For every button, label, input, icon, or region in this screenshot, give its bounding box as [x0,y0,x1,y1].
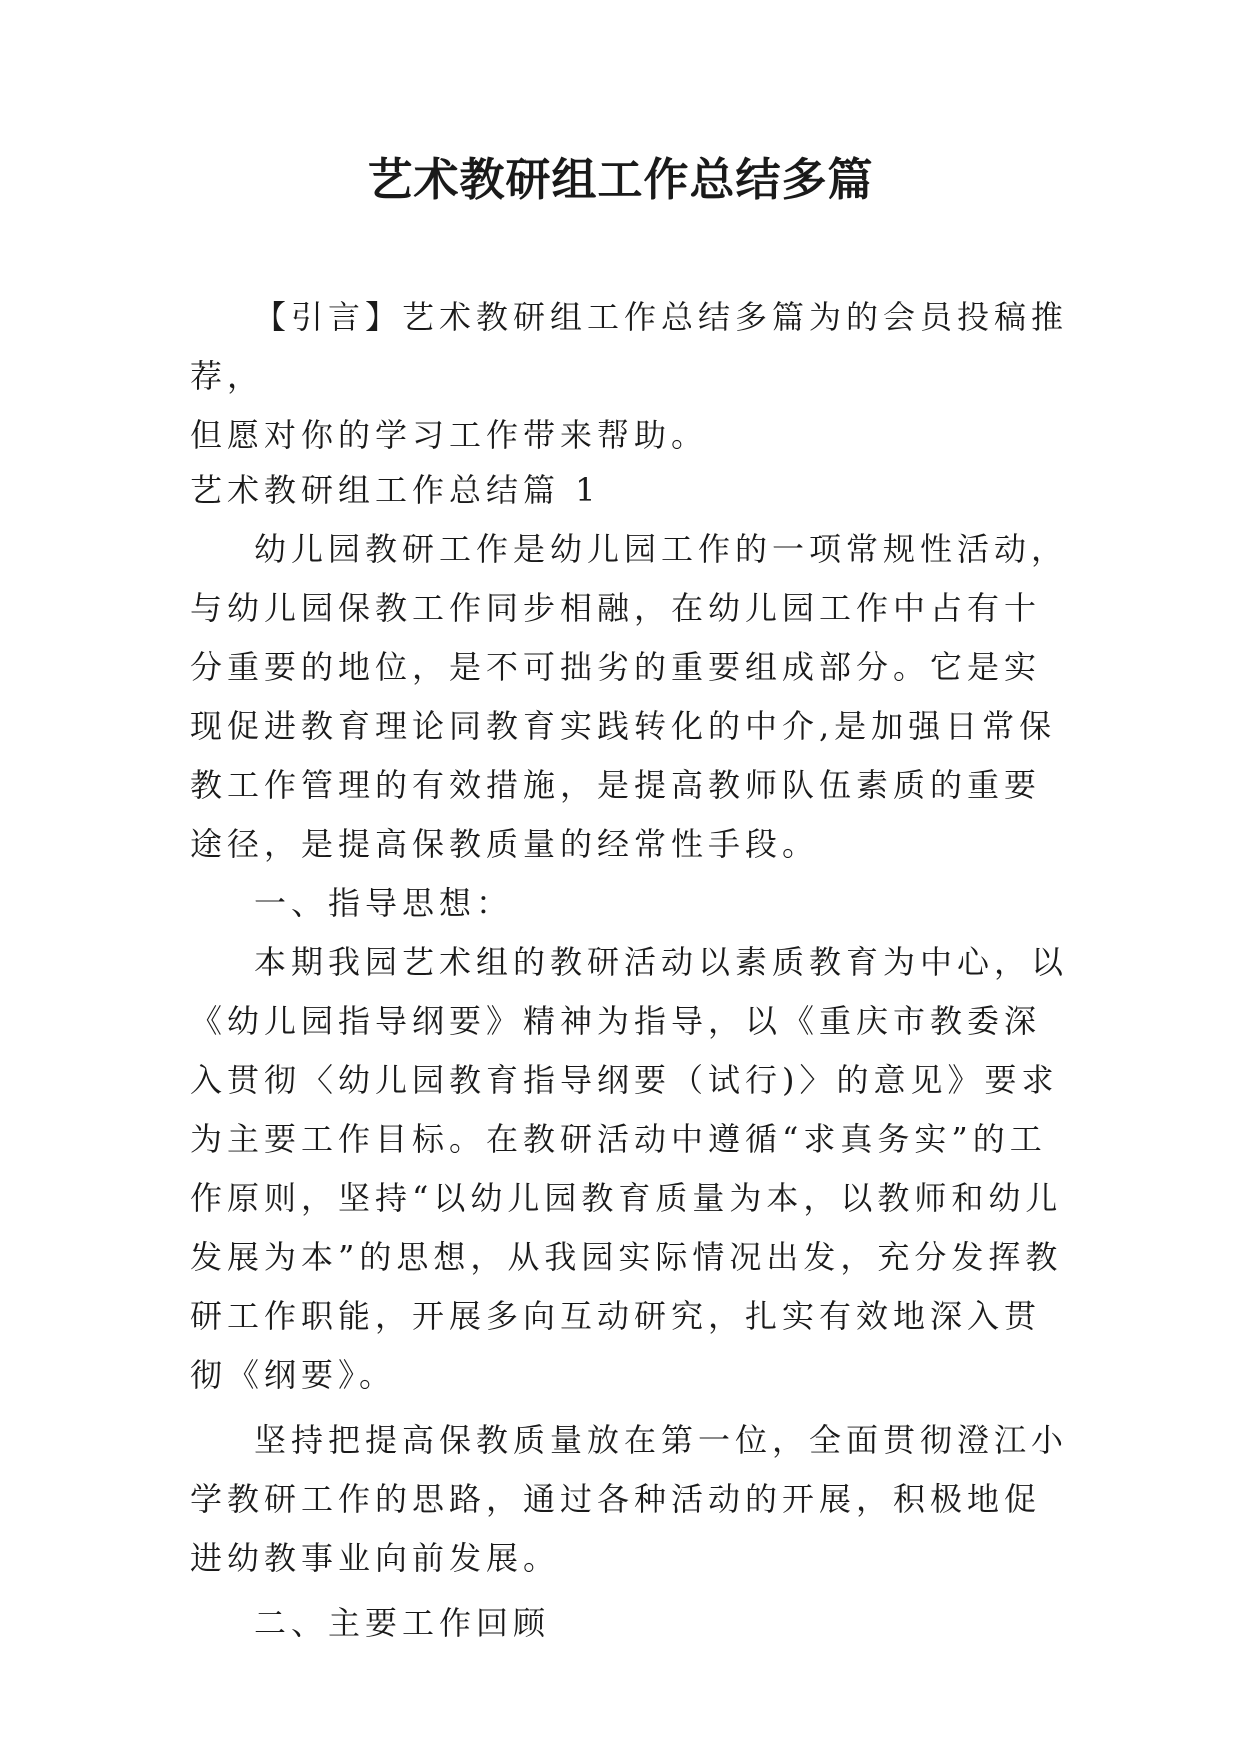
document-title: 艺术教研组工作总结多篇 [367,153,874,206]
intro-block [190,288,1070,465]
intro-line-1: 【引言】艺术教研组工作总结多篇为的会员投稿推荐， [190,298,1069,395]
subheading-guiding-thought: 一、指导思想： [254,884,514,922]
paragraph-2: 本期我园艺术组的教研活动以素质教育为中心，以《幼儿园指导纲要》精神为指导，以《重庆市教委深入贯彻〈幼儿园教育指导纲要（试行)〉的意见》要求为主要工作目标。在教研活动中遵循“求真务实”的工作原则，坚持“以幼儿园教育质量为本，以教师和幼儿发展为本”的思想，从我园实际情况出发，充分发挥教研工作职能，开展多向互动研究，扎实有效地深入贯彻《纲要》。 [190,943,1069,1394]
paragraph-3: 坚持把提高保教质量放在第一位，全面贯彻澄江小学教研工作的思路，通过各种活动的开展，积极地促进幼教事业向前发展。 [190,1421,1069,1577]
intro-line-2: 但愿对你的学习工作带来帮助。 [190,416,709,454]
section-heading: 艺术教研组工作总结篇 1 [190,471,601,509]
subheading-work-review: 二、主要工作回顾 [254,1604,551,1642]
main-content [190,461,1070,1653]
paragraph-1: 幼儿园教研工作是幼儿园工作的一项常规性活动，与幼儿园保教工作同步相融，在幼儿园工作中占有十分重要的地位，是不可拙劣的重要组成部分。它是实现促进教育理论同教育实践转化的中介,是加强日常保教工作管理的有效措施，是提高教师队伍素质的重要途径，是提高保教质量的经常性手段。 [190,530,1069,863]
